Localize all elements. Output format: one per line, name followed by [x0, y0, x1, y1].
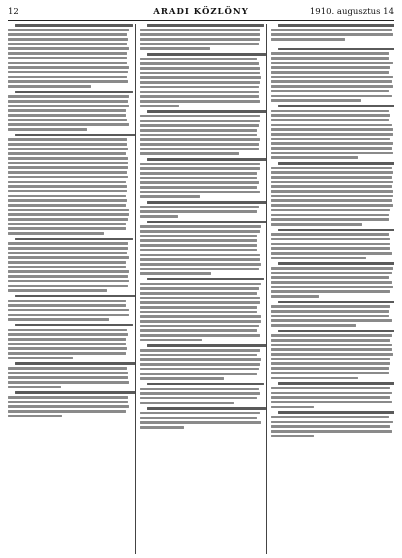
- text-line: [8, 396, 128, 399]
- text-line: [8, 372, 128, 375]
- text-line: [271, 281, 391, 284]
- text-line: [140, 47, 210, 50]
- text-line: [8, 333, 128, 336]
- text-line: [271, 319, 391, 322]
- text-line: [271, 223, 362, 226]
- text-line: [278, 24, 394, 27]
- text-line: [8, 148, 128, 151]
- text-line: [140, 254, 260, 257]
- text-line: [140, 421, 261, 424]
- text-line: [8, 128, 87, 131]
- text-line: [8, 105, 129, 108]
- text-line: [271, 29, 391, 32]
- text-paragraph: [271, 382, 394, 408]
- text-line: [8, 405, 129, 408]
- text-line: [140, 105, 179, 108]
- issue-date: 1910. augusztus 14: [309, 7, 394, 17]
- text-line: [271, 430, 391, 433]
- text-line: [8, 80, 128, 83]
- text-paragraph: [140, 383, 263, 404]
- text-line: [271, 214, 389, 217]
- text-line: [271, 233, 389, 236]
- text-line: [8, 71, 128, 74]
- text-line: [8, 95, 129, 98]
- text-paragraph: [140, 201, 263, 218]
- text-line: [8, 410, 126, 413]
- text-line: [271, 171, 392, 174]
- text-line: [140, 100, 260, 103]
- text-line: [15, 238, 133, 241]
- text-line: [140, 167, 260, 170]
- text-line: [8, 85, 91, 88]
- text-line: [140, 297, 260, 300]
- text-line: [271, 181, 392, 184]
- text-line: [271, 267, 392, 270]
- text-line: [140, 412, 260, 415]
- text-line: [8, 52, 127, 55]
- text-line: [271, 396, 390, 399]
- text-line: [8, 289, 107, 292]
- text-line: [8, 123, 129, 126]
- text-line: [271, 290, 390, 293]
- text-line: [140, 172, 258, 175]
- columns: [8, 24, 394, 554]
- text-line: [140, 81, 260, 84]
- text-paragraph: [271, 411, 394, 437]
- text-paragraph: [140, 344, 263, 379]
- text-line: [8, 232, 104, 235]
- text-line: [271, 392, 391, 395]
- text-line: [140, 163, 260, 166]
- text-paragraph: [8, 91, 131, 131]
- text-line: [8, 185, 127, 188]
- text-line: [140, 225, 261, 228]
- text-line: [271, 334, 391, 337]
- text-line: [271, 124, 391, 127]
- column-left: [8, 24, 135, 554]
- text-line: [140, 388, 259, 391]
- text-line: [8, 227, 126, 230]
- text-line: [140, 120, 260, 123]
- text-paragraph: [271, 162, 394, 226]
- text-line: [8, 242, 128, 245]
- text-paragraph: [271, 48, 394, 102]
- text-line: [140, 368, 259, 371]
- text-line: [147, 221, 267, 224]
- text-line: [8, 33, 127, 36]
- text-line: [140, 363, 260, 366]
- text-line: [140, 129, 258, 132]
- text-line: [140, 206, 259, 209]
- text-line: [140, 239, 258, 242]
- text-line: [8, 314, 129, 317]
- text-line: [8, 38, 128, 41]
- text-line: [271, 99, 361, 102]
- text-line: [271, 310, 389, 313]
- text-line: [147, 383, 265, 386]
- text-line: [8, 318, 109, 321]
- text-line: [271, 416, 389, 419]
- text-line: [278, 330, 394, 333]
- text-line: [140, 76, 261, 79]
- text-line: [140, 86, 259, 89]
- text-line: [271, 353, 392, 356]
- text-paragraph: [271, 105, 394, 159]
- text-line: [271, 305, 390, 308]
- text-paragraph: [8, 238, 131, 292]
- text-paragraph: [140, 278, 263, 342]
- text-line: [140, 215, 178, 218]
- text-line: [271, 295, 319, 298]
- text-line: [271, 243, 390, 246]
- text-paragraph: [271, 330, 394, 379]
- text-line: [271, 142, 392, 145]
- text-line: [271, 362, 390, 365]
- text-line: [140, 143, 259, 146]
- text-line: [278, 48, 394, 51]
- text-line: [140, 191, 260, 194]
- text-line: [278, 105, 394, 108]
- text-line: [140, 263, 261, 266]
- text-line: [140, 258, 260, 261]
- text-paragraph: [8, 391, 131, 417]
- text-line: [271, 286, 392, 289]
- text-paragraph: [271, 262, 394, 297]
- text-line: [140, 272, 211, 275]
- text-line: [140, 426, 184, 429]
- text-line: [271, 80, 391, 83]
- masthead: ARADI KÖZLÖNY: [153, 7, 249, 17]
- text-line: [140, 392, 260, 395]
- text-line: [278, 262, 394, 265]
- text-line: [140, 230, 260, 233]
- text-line: [8, 280, 129, 283]
- text-line: [8, 47, 129, 50]
- text-line: [8, 62, 127, 65]
- text-line: [8, 119, 127, 122]
- text-line: [140, 283, 261, 286]
- text-line: [8, 162, 128, 165]
- text-line: [15, 391, 135, 394]
- text-line: [140, 91, 259, 94]
- text-line: [271, 57, 389, 60]
- text-line: [271, 38, 345, 41]
- text-line: [8, 29, 129, 32]
- text-paragraph: [140, 407, 263, 428]
- text-line: [8, 209, 129, 212]
- text-line: [8, 157, 128, 160]
- text-line: [271, 209, 390, 212]
- text-line: [8, 114, 126, 117]
- text-paragraph: [8, 295, 131, 321]
- text-line: [8, 347, 127, 350]
- text-line: [8, 43, 127, 46]
- text-line: [8, 181, 126, 184]
- text-line: [271, 156, 358, 159]
- text-line: [140, 306, 258, 309]
- text-line: [278, 382, 394, 385]
- text-line: [271, 276, 389, 279]
- text-line: [271, 367, 389, 370]
- text-line: [140, 311, 258, 314]
- text-line: [140, 29, 260, 32]
- text-line: [8, 386, 61, 389]
- text-line: [271, 33, 392, 36]
- text-paragraph: [140, 110, 263, 155]
- text-line: [278, 301, 394, 304]
- text-line: [271, 324, 356, 327]
- text-line: [140, 210, 258, 213]
- text-line: [271, 152, 392, 155]
- text-line: [140, 115, 260, 118]
- text-line: [140, 152, 239, 155]
- text-paragraph: [140, 158, 263, 198]
- text-line: [8, 285, 128, 288]
- text-line: [15, 324, 133, 327]
- text-line: [8, 152, 126, 155]
- text-line: [8, 266, 126, 269]
- text-line: [147, 201, 267, 204]
- text-line: [147, 278, 265, 281]
- page-number: 12: [8, 7, 19, 17]
- text-line: [8, 381, 129, 384]
- text-line: [8, 300, 126, 303]
- text-line: [271, 372, 389, 375]
- text-line: [8, 199, 127, 202]
- text-line: [271, 377, 358, 380]
- text-line: [271, 425, 390, 428]
- text-line: [271, 66, 390, 69]
- page-header: [8, 6, 394, 18]
- text-line: [140, 124, 259, 127]
- text-paragraph: [8, 324, 131, 359]
- text-line: [8, 190, 127, 193]
- header-rule: [8, 20, 394, 21]
- text-line: [8, 76, 127, 79]
- text-line: [140, 148, 259, 151]
- text-line: [140, 402, 234, 405]
- text-line: [271, 190, 392, 193]
- text-line: [140, 292, 258, 295]
- text-line: [8, 66, 129, 69]
- text-paragraph: [140, 24, 263, 50]
- text-line: [140, 320, 261, 323]
- text-line: [278, 229, 394, 232]
- text-line: [8, 218, 128, 221]
- column-right: [267, 24, 394, 554]
- text-line: [271, 199, 391, 202]
- text-line: [271, 421, 392, 424]
- text-line: [8, 143, 127, 146]
- text-line: [8, 223, 126, 226]
- text-line: [140, 373, 258, 376]
- text-line: [271, 401, 391, 404]
- text-line: [140, 72, 260, 75]
- text-paragraph: [271, 229, 394, 260]
- text-line: [15, 134, 135, 137]
- text-line: [8, 343, 126, 346]
- text-line: [140, 354, 258, 357]
- text-line: [8, 329, 127, 332]
- text-line: [140, 339, 203, 342]
- text-line: [140, 358, 261, 361]
- text-line: [140, 62, 259, 65]
- text-line: [271, 195, 392, 198]
- text-line: [147, 24, 265, 27]
- text-line: [271, 52, 389, 55]
- text-line: [271, 95, 391, 98]
- text-line: [8, 309, 129, 312]
- text-paragraph: [8, 362, 131, 388]
- text-line: [8, 304, 126, 307]
- text-paragraph: [8, 134, 131, 235]
- text-line: [278, 411, 394, 414]
- text-line: [140, 134, 258, 137]
- text-line: [15, 362, 135, 365]
- text-line: [271, 62, 392, 65]
- text-line: [140, 287, 259, 290]
- text-line: [271, 167, 391, 170]
- text-line: [271, 128, 392, 131]
- text-line: [8, 261, 126, 264]
- text-line: [271, 247, 390, 250]
- text-line: [8, 100, 128, 103]
- text-line: [278, 162, 394, 165]
- text-line: [271, 435, 314, 438]
- text-line: [8, 270, 129, 273]
- text-line: [271, 252, 391, 255]
- text-line: [8, 109, 126, 112]
- text-line: [140, 195, 200, 198]
- text-line: [140, 249, 258, 252]
- text-line: [8, 401, 128, 404]
- text-line: [140, 186, 258, 189]
- text-paragraph: [8, 24, 131, 88]
- text-line: [8, 171, 127, 174]
- column-middle: [136, 24, 267, 554]
- text-paragraph: [271, 301, 394, 327]
- text-line: [147, 158, 267, 161]
- text-line: [147, 407, 266, 410]
- text-line: [271, 176, 391, 179]
- text-line: [140, 244, 258, 247]
- text-line: [8, 166, 128, 169]
- text-line: [271, 71, 389, 74]
- text-line: [271, 110, 389, 113]
- text-line: [8, 338, 126, 341]
- text-paragraph: [271, 24, 394, 41]
- text-line: [140, 58, 258, 61]
- text-line: [8, 367, 127, 370]
- text-line: [140, 349, 260, 352]
- text-line: [271, 238, 390, 241]
- text-line: [8, 213, 129, 216]
- text-line: [140, 177, 258, 180]
- text-line: [140, 329, 258, 332]
- text-line: [271, 85, 392, 88]
- text-line: [271, 119, 389, 122]
- text-line: [8, 195, 126, 198]
- text-line: [8, 138, 127, 141]
- text-line: [15, 24, 133, 27]
- text-line: [140, 325, 259, 328]
- text-line: [8, 252, 127, 255]
- text-line: [271, 133, 392, 136]
- text-line: [8, 176, 128, 179]
- text-line: [15, 91, 133, 94]
- text-line: [140, 315, 261, 318]
- text-line: [140, 301, 260, 304]
- text-line: [140, 138, 260, 141]
- text-line: [271, 387, 390, 390]
- text-line: [8, 256, 129, 259]
- text-line: [147, 344, 267, 347]
- text-line: [140, 95, 259, 98]
- text-line: [15, 295, 135, 298]
- text-line: [271, 76, 392, 79]
- text-line: [271, 315, 389, 318]
- text-line: [271, 344, 391, 347]
- text-paragraph: [140, 53, 263, 107]
- text-line: [140, 334, 260, 337]
- text-line: [271, 272, 391, 275]
- text-line: [271, 358, 390, 361]
- text-line: [8, 376, 128, 379]
- text-line: [271, 218, 389, 221]
- text-line: [140, 268, 259, 271]
- text-line: [271, 339, 390, 342]
- text-line: [271, 348, 391, 351]
- text-line: [147, 53, 266, 56]
- text-line: [8, 275, 128, 278]
- text-line: [8, 352, 126, 355]
- text-line: [271, 90, 389, 93]
- text-line: [140, 397, 258, 400]
- text-line: [140, 33, 260, 36]
- text-line: [140, 38, 260, 41]
- text-paragraph: [140, 221, 263, 275]
- text-line: [8, 357, 73, 360]
- text-line: [8, 57, 127, 60]
- text-line: [8, 415, 62, 418]
- text-line: [271, 204, 392, 207]
- text-line: [8, 204, 126, 207]
- text-line: [271, 114, 390, 117]
- text-line: [140, 417, 258, 420]
- text-line: [147, 110, 267, 113]
- text-line: [271, 257, 365, 260]
- text-line: [140, 181, 259, 184]
- text-line: [271, 147, 391, 150]
- text-line: [271, 406, 314, 409]
- text-line: [140, 377, 225, 380]
- text-line: [140, 43, 259, 46]
- text-line: [271, 138, 390, 141]
- text-line: [140, 235, 258, 238]
- text-line: [8, 247, 128, 250]
- text-line: [140, 67, 260, 70]
- text-line: [271, 185, 391, 188]
